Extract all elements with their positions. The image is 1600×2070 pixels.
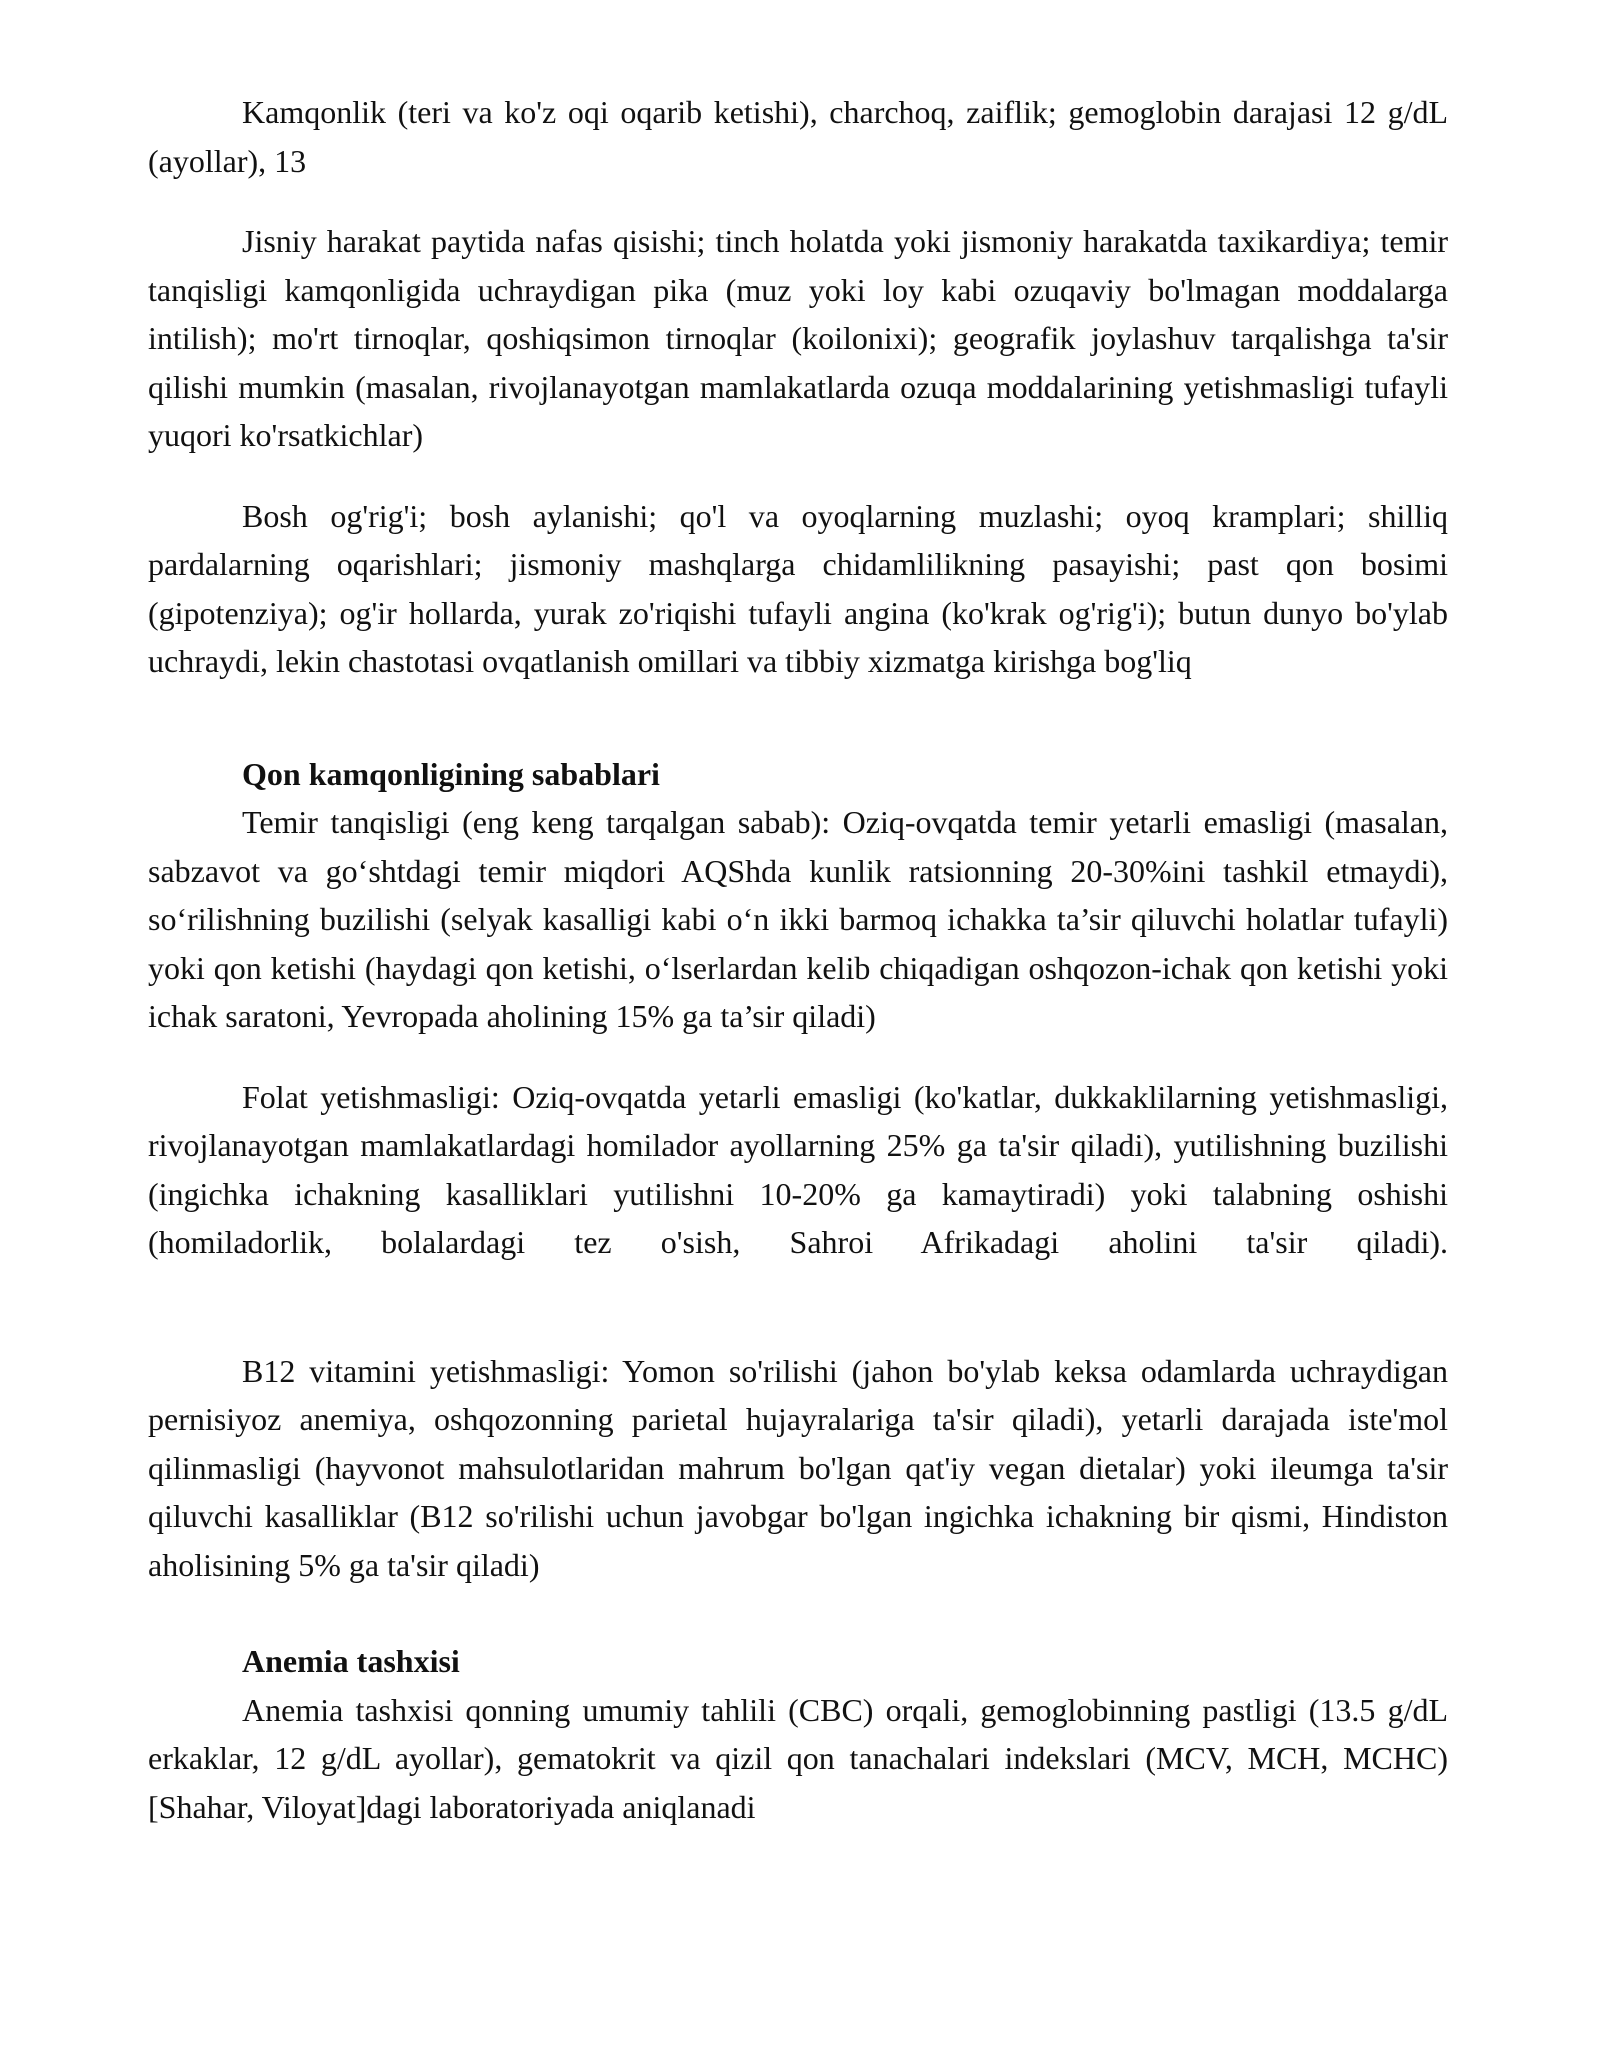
- paragraph-iron-deficiency: Temir tanqisligi (eng keng tarqalgan sabab): Oziq-ovqatda temir yetarli emasligi (masalan, sabzavot va go‘shtdagi temir miqdori AQShda kunlik ratsionning 20-30%ini tashkil etmaydi), so‘rilishning buzilishi (selyak kasalligi kabi o‘n ikki barmoq ichakka ta’sir qiluvchi holatlar tufayli) yoki qon ketishi (haydagi qon ketishi, o‘lserlardan kelib chiqadigan oshqozon-ichak qon ketishi yoki ichak saratoni, Yevropada aholining 15% ga ta’sir qiladi): [148, 804, 1448, 1034]
- paragraph-breathing-symptoms: Jisniy harakat paytida nafas qisishi; tinch holatda yoki jismoniy harakatda taxikardiya; temir tanqisligi kamqonligida uchraydigan pika (muz yoki loy kabi ozuqaviy bo'lmagan moddalarga intilish); mo'rt tirnoqlar, qoshiqsimon tirnoqlar (koilonixi); geografik joylashuv tarqalishga ta'sir qilishi mumkin (masalan, rivojlanayotgan mamlakatlarda ozuqa moddalarining yetishmasligi tufayli yuqori ko'rsatkichlar): [148, 223, 1448, 453]
- heading-causes: Qon kamqonligining sabablari: [242, 755, 660, 792]
- paragraph-anemia-signs: Kamqonlik (teri va ko'z oqi oqarib ketishi), charchoq, zaiflik; gemoglobin darajasi 12 g/dL (ayollar), 13: [148, 94, 1448, 179]
- paragraph-b12-deficiency: B12 vitamini yetishmasligi: Yomon so'rilishi (jahon bo'ylab keksa odamlarda uchraydigan pernisiyoz anemiya, oshqozonning parietal hujayralariga ta'sir qiladi), yetarli darajada iste'mol qilinmasligi (hayvonot mahsulotlaridan mahrum bo'lgan qat'iy vegan dietalar) yoki ileumga ta'sir qiluvchi kasalliklar (B12 so'rilishi uchun javobgar bo'lgan ingichka ichakning bir qismi, Hindiston aholisining 5% ga ta'sir qiladi): [148, 1352, 1448, 1583]
- paragraph-folate-deficiency: Folat yetishmasligi: Oziq-ovqatda yetarli emasligi (ko'katlar, dukkaklilarning yetishmasligi, rivojlanayotgan mamlakatlardagi homilador ayollarning 25% ga ta'sir qiladi), yutilishning buzilishi (ingichka ichakning kasalliklari yutilishni 10-20% ga kamaytiradi) yoki talabning oshishi (homiladorlik, bolalardagi tez o'sish, Sahroi Afrikadagi aholini ta'sir qiladi).: [148, 1078, 1448, 1260]
- paragraph-diagnosis: Anemia tashxisi qonning umumiy tahlili (CBC) orqali, gemoglobinning pastligi (13.5 g/dL erkaklar, 12 g/dL ayollar), gematokrit va qizil qon tanachalari indekslari (MCV, MCH, MCHC) [Shahar, Viloyat]dagi laboratoriyada aniqlanadi: [148, 1691, 1448, 1825]
- heading-diagnosis: Anemia tashxisi: [242, 1643, 460, 1679]
- document-page: [148, 88, 1448, 1863]
- paragraph-general-symptoms: Bosh og'rig'i; bosh aylanishi; qo'l va oyoqlarning muzlashi; oyoq kramplari; shilliq pardalarning oqarishlari; jismoniy mashqlarga chidamlilikning pasayishi; past qon bosimi (gipotenziya); og'ir hollarda, yurak zo'riqishi tufayli angina (ko'krak og'rig'i); butun dunyo bo'ylab uchraydi, lekin chastotasi ovqatlanish omillari va tibbiy xizmatga kirishga bog'liq: [148, 497, 1448, 679]
